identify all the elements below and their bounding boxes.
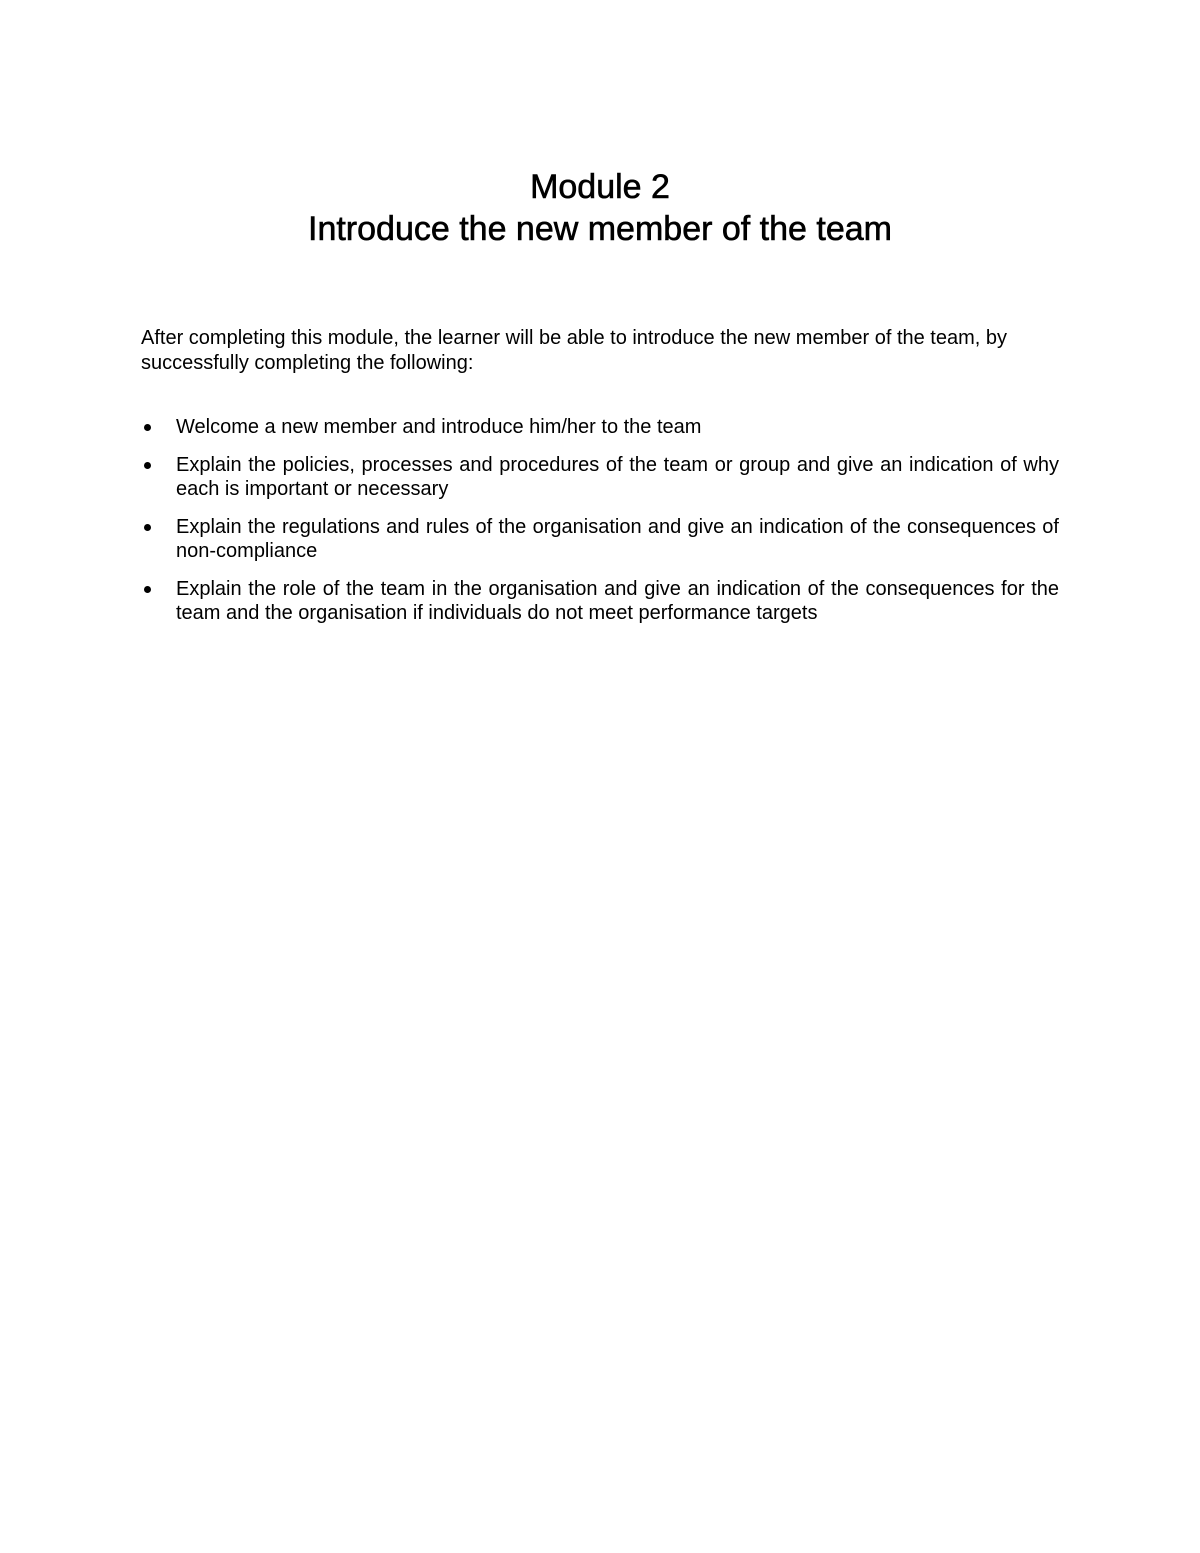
objective-text: Explain the role of the team in the organisation and give an indication of the consequences for the team and the organisation if individuals do not meet performance targets — [176, 578, 1059, 624]
list-item — [141, 577, 1059, 625]
bullet-icon — [141, 415, 153, 439]
module-number-heading: Module 2 — [530, 168, 670, 206]
intro-paragraph: After completing this module, the learner will be able to introduce the new member of the team, by successfully completing the following: — [141, 327, 1008, 374]
bullet-icon — [141, 453, 153, 477]
list-item — [141, 415, 1059, 439]
bullet-icon — [141, 577, 153, 601]
module-title-heading: Introduce the new member of the team — [308, 210, 892, 248]
objective-text: Welcome a new member and introduce him/her to the team — [176, 416, 702, 438]
objective-text: Explain the policies, processes and procedures of the team or group and give an indication of why each is important or necessary — [176, 454, 1059, 500]
objective-text: Explain the regulations and rules of the organisation and give an indication of the consequences of non-compliance — [176, 516, 1059, 562]
list-item — [141, 515, 1059, 563]
list-item — [141, 453, 1059, 501]
bullet-icon — [141, 515, 153, 539]
objectives-list — [141, 415, 1059, 639]
page-title — [0, 166, 1200, 250]
